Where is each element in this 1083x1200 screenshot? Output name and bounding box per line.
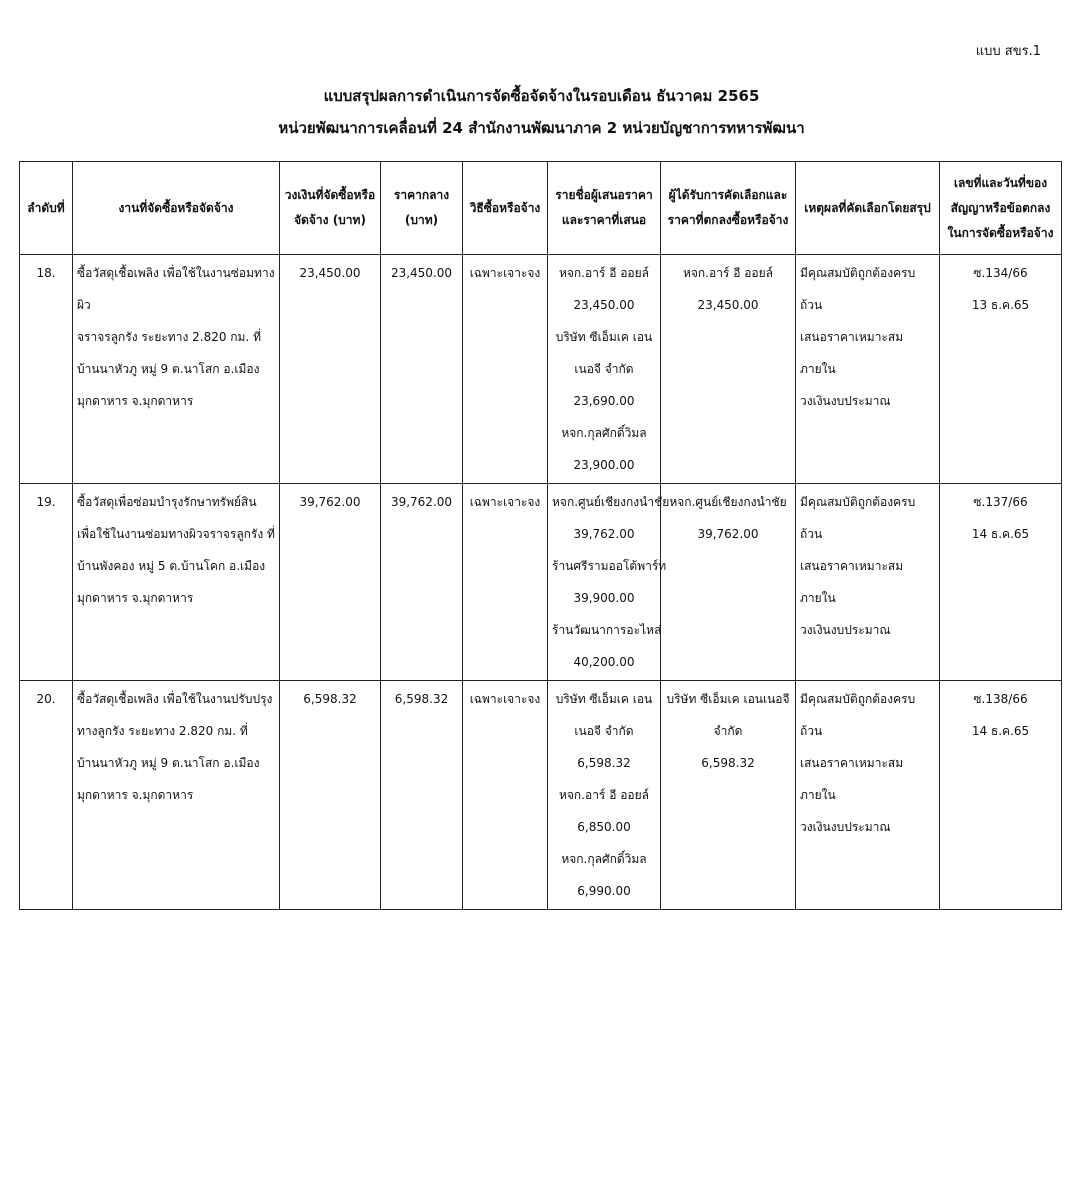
selection-reason: มีคุณสมบัติถูกต้องครบถ้วน เสนอราคาเหมาะสมภายใน วงเงินงบประมาณ (796, 484, 940, 681)
procurement-table (19, 161, 1062, 910)
job-description: ซื้อวัสดุเพื่อซ่อมบำรุงรักษาทรัพย์สิน เพื่อใช้ในงานซ่อมทางผิวจราจรลูกรัง ที่ บ้านพังคอง หมู่ 5 ต.บ้านโคก อ.เมือง มุกดาหาร จ.มุกดาหาร (73, 484, 280, 681)
bidders-list: หจก.อาร์ อี ออยล์ 23,450.00 บริษัท ซีเอ็มเค เอน เนอจี จำกัด 23,690.00 หจก.กุลศักดิ์วิมล 23,900.00 (548, 255, 661, 484)
selection-reason: มีคุณสมบัติถูกต้องครบถ้วน เสนอราคาเหมาะสมภายใน วงเงินงบประมาณ (796, 681, 940, 910)
job-description: ซื้อวัสดุเชื้อเพลิง เพื่อใช้ในงานซ่อมทางผิว จราจรลูกรัง ระยะทาง 2.820 กม. ที่ บ้านนาหัวภู หมู่ 9 ต.นาโสก อ.เมือง มุกดาหาร จ.มุกดาหาร (73, 255, 280, 484)
table-header (20, 162, 1062, 255)
table-row (20, 484, 1062, 681)
header-contract: เลขที่และวันที่ของ สัญญาหรือข้อตกลง ในการจัดซื้อหรือจ้าง (940, 162, 1062, 255)
job-description: ซื้อวัสดุเชื้อเพลิง เพื่อใช้ในงานปรับปรุง ทางลูกรัง ระยะทาง 2.820 กม. ที่ บ้านนาหัวภู หมู่ 9 ต.นาโสก อ.เมือง มุกดาหาร จ.มุกดาหาร (73, 681, 280, 910)
report-subtitle: หน่วยพัฒนาการเคลื่อนที่ 24 สำนักงานพัฒนาภาค 2 หน่วยบัญชาการทหารพัฒนา (278, 119, 805, 137)
selected-vendor: บริษัท ซีเอ็มเค เอนเนอจี จำกัด 6,598.32 (661, 681, 796, 910)
contract-info: ซ.138/66 14 ธ.ค.65 (940, 681, 1062, 910)
selected-vendor: หจก.อาร์ อี ออยล์ 23,450.00 (661, 255, 796, 484)
selection-reason: มีคุณสมบัติถูกต้องครบถ้วน เสนอราคาเหมาะสมภายใน วงเงินงบประมาณ (796, 255, 940, 484)
procurement-method: เฉพาะเจาะจง (463, 681, 548, 910)
header-budget: วงเงินที่จัดซื้อหรือ จัดจ้าง (บาท) (280, 162, 381, 255)
budget-amount: 6,598.32 (280, 681, 381, 910)
header-bidders: รายชื่อผู้เสนอราคา และราคาที่เสนอ (548, 162, 661, 255)
procurement-method: เฉพาะเจาะจง (463, 484, 548, 681)
median-price: 39,762.00 (381, 484, 463, 681)
header-method: วิธีซื้อหรือจ้าง (463, 162, 548, 255)
bidders-list: บริษัท ซีเอ็มเค เอน เนอจี จำกัด 6,598.32 หจก.อาร์ อี ออยล์ 6,850.00 หจก.กุลศักดิ์วิมล 6,990.00 (548, 681, 661, 910)
header-job: งานที่จัดซื้อหรือจัดจ้าง (73, 162, 280, 255)
header-no: ลำดับที่ (20, 162, 73, 255)
form-code: แบบ สขร.1 (975, 44, 1041, 59)
budget-amount: 23,450.00 (280, 255, 381, 484)
row-number: 19. (20, 484, 73, 681)
header-median-price: ราคากลาง (บาท) (381, 162, 463, 255)
table-row (20, 255, 1062, 484)
header-selected: ผู้ได้รับการคัดเลือกและ ราคาที่ตกลงซื้อหรือจ้าง (661, 162, 796, 255)
row-number: 20. (20, 681, 73, 910)
row-number: 18. (20, 255, 73, 484)
procurement-method: เฉพาะเจาะจง (463, 255, 548, 484)
budget-amount: 39,762.00 (280, 484, 381, 681)
median-price: 23,450.00 (381, 255, 463, 484)
median-price: 6,598.32 (381, 681, 463, 910)
table-row (20, 681, 1062, 910)
header-reason: เหตุผลที่คัดเลือกโดยสรุป (796, 162, 940, 255)
report-title: แบบสรุปผลการดำเนินการจัดซื้อจัดจ้างในรอบเดือน ธันวาคม 2565 (323, 87, 760, 105)
bidders-list: หจก.ศูนย์เชียงกงนำชัย 39,762.00 ร้านศรีรามออโต้พาร์ท 39,900.00 ร้านวัฒนาการอะไหล่ 40,200.00 (548, 484, 661, 681)
contract-info: ซ.134/66 13 ธ.ค.65 (940, 255, 1062, 484)
selected-vendor: หจก.ศูนย์เชียงกงนำชัย 39,762.00 (661, 484, 796, 681)
contract-info: ซ.137/66 14 ธ.ค.65 (940, 484, 1062, 681)
